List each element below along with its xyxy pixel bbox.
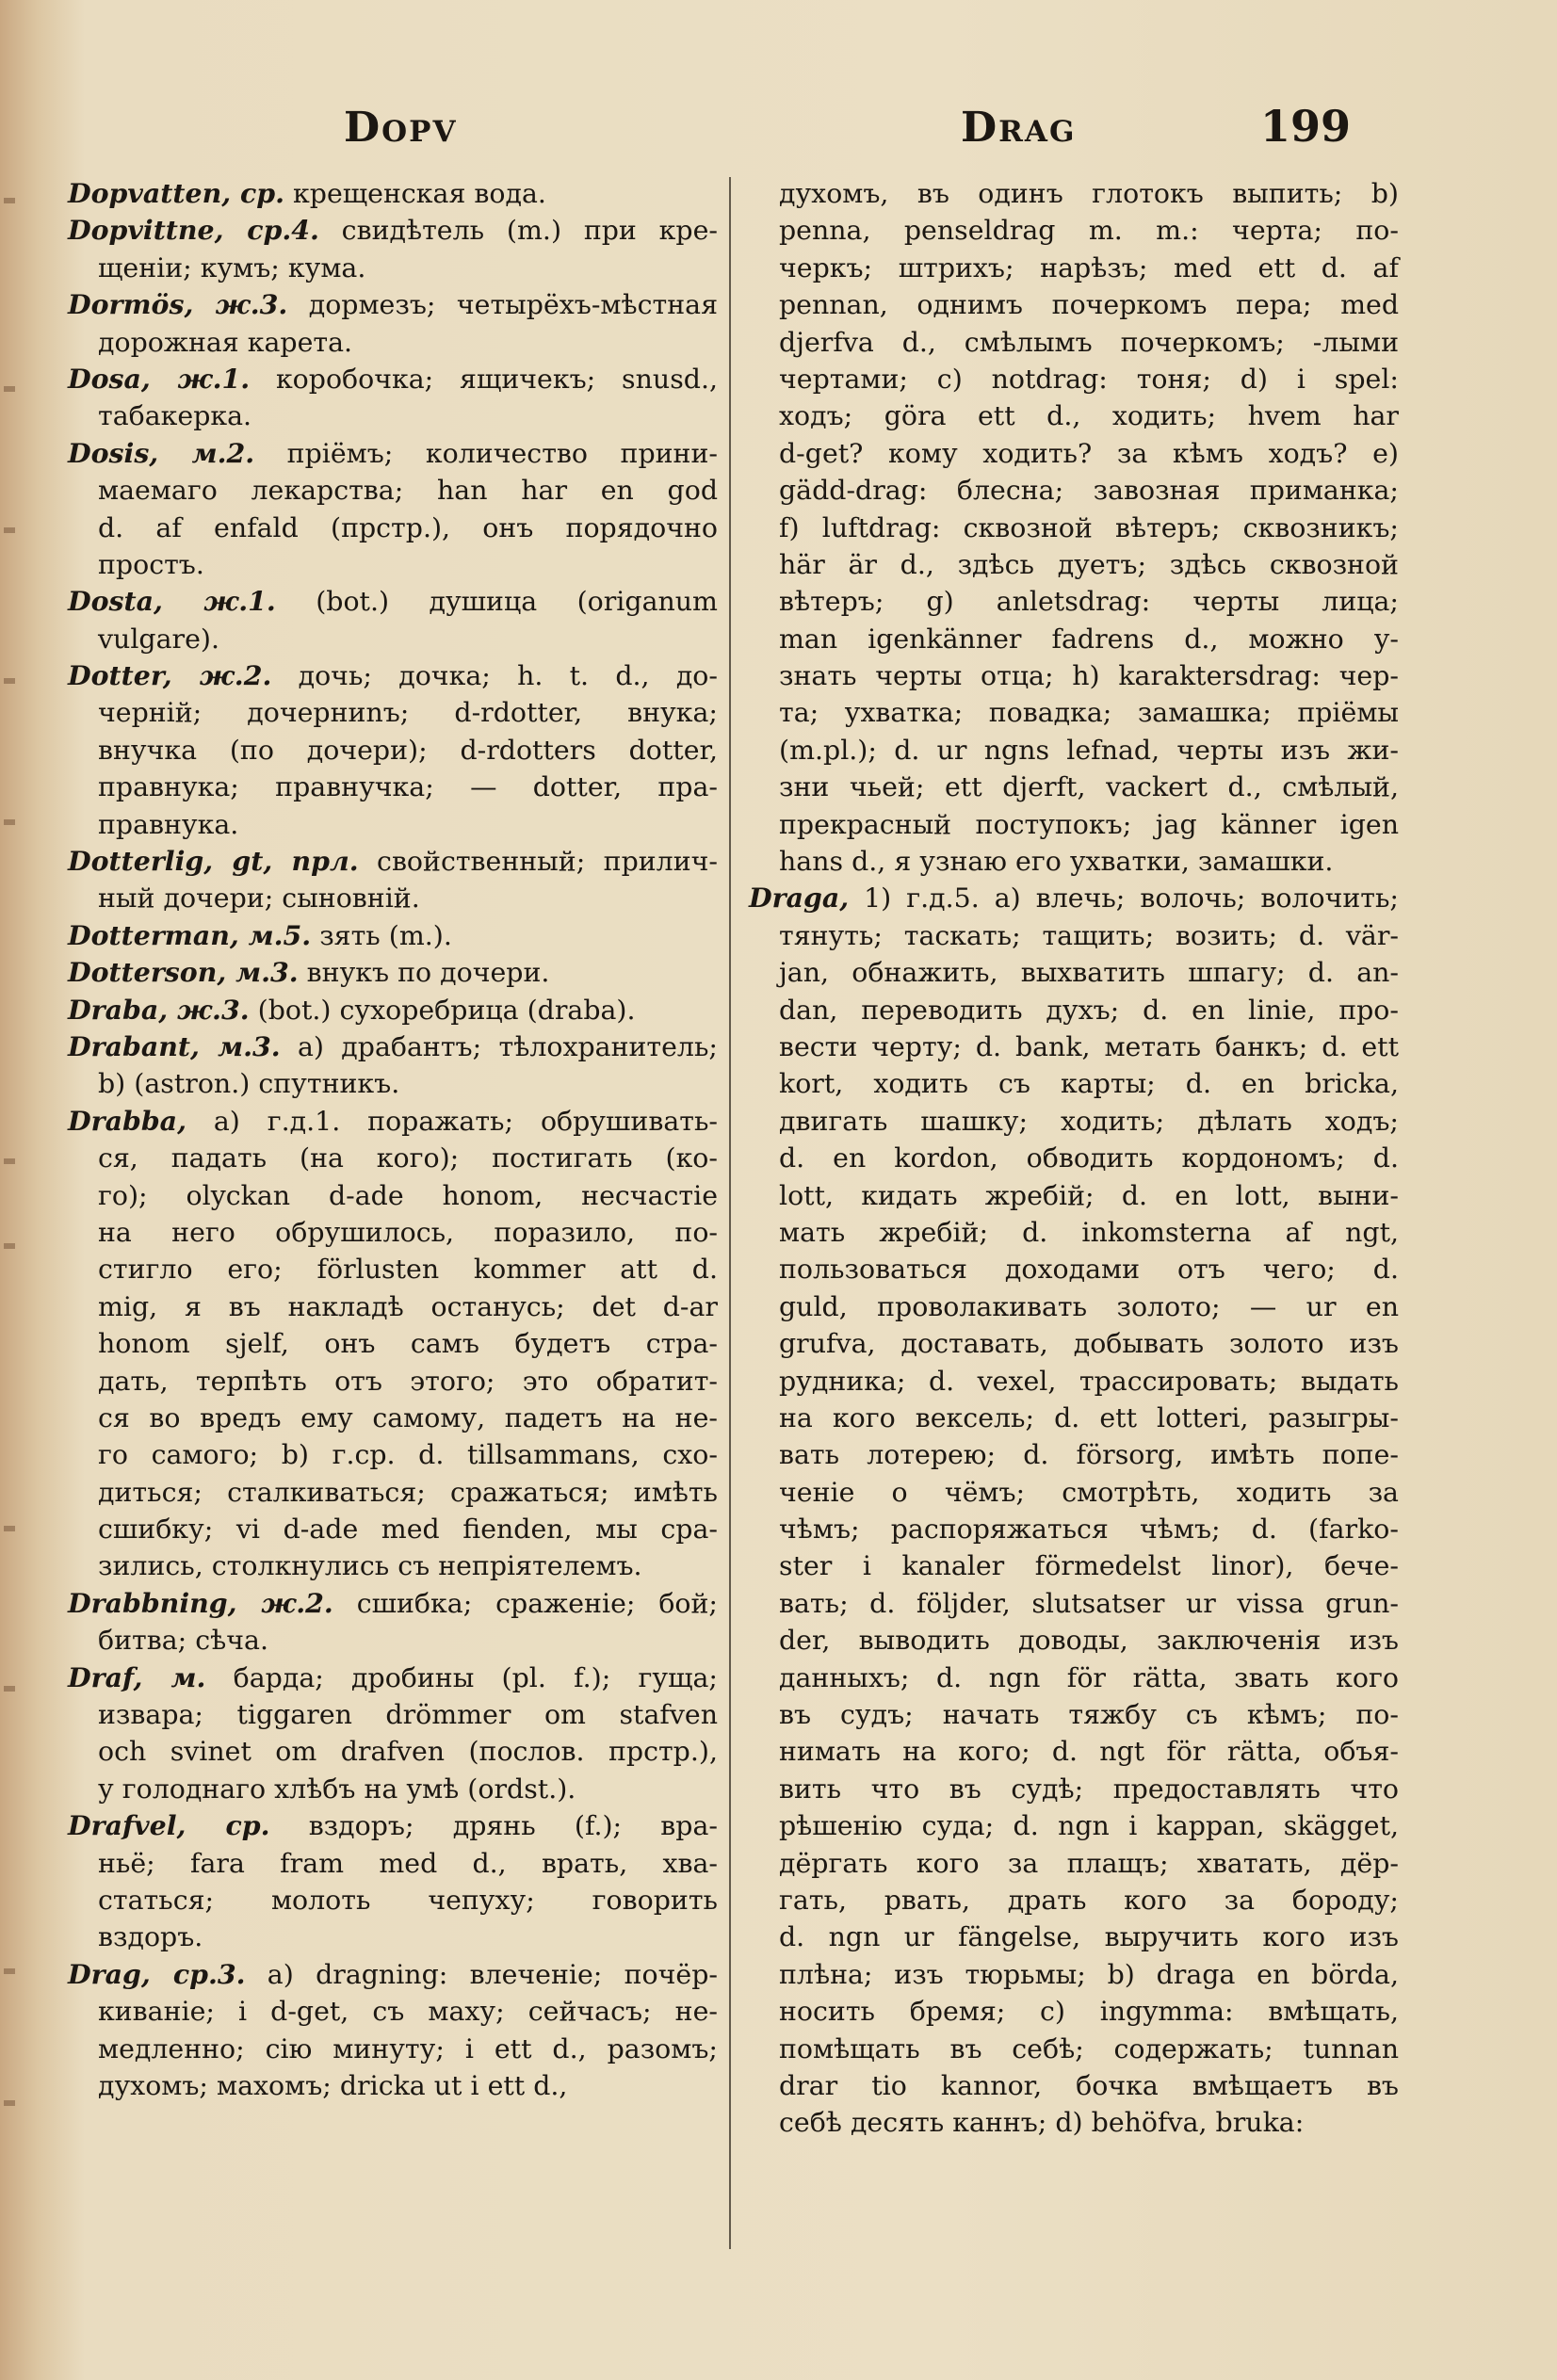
definition-text: тянуть; таскать; тащить; возить; d. vär- (779, 919, 1399, 951)
definition-text: mig, я въ накладѣ останусь; det d-ar (98, 1290, 718, 1322)
headword: Drag, ср.3. (68, 1957, 246, 1990)
definition-text: kort, ходить съ карты; d. en bricka, (779, 1068, 1399, 1100)
definition-text: го); olyckan d-ade honom, несчастіе (98, 1179, 718, 1211)
entry-line (68, 770, 718, 807)
headword: Dotterlig, gt, прл. (68, 845, 359, 878)
definition-text: го самого; b) г.ср. d. tillsammans, схо- (98, 1439, 718, 1471)
right-column (749, 177, 1399, 2144)
entry-line (68, 956, 718, 993)
definition-text: b) (astron.) спутникъ. (98, 1068, 400, 1100)
column-divider (729, 177, 731, 2249)
definition-text: двигать шашку; ходить; дѣлать ходъ; (779, 1105, 1399, 1137)
entry-line (749, 288, 1399, 325)
definition-text: киваніе; i d-get, съ маху; сейчасъ; не- (98, 1996, 718, 2028)
entry-line (68, 1179, 718, 1216)
definition-text: коробочка; ящичекъ; snusd., (250, 363, 718, 395)
definition-text: вать; d. följder, slutsatser ur vissa grun- (779, 1587, 1399, 1619)
entry-line (68, 2069, 718, 2106)
entry-line (749, 2069, 1399, 2106)
definition-text: (bot.) душица (origanum (275, 586, 718, 618)
entry-line (749, 994, 1399, 1030)
definition-text: сшибку; vi d-ade med fienden, мы сра- (98, 1514, 718, 1546)
entry-line (749, 511, 1399, 548)
entry-line (68, 1735, 718, 1772)
definition-text: дать, терпѣть отъ этого; это обратит- (98, 1365, 718, 1397)
definition-text: на кого вексель; d. ett lotteri, разыгры- (779, 1401, 1399, 1433)
entry-line (749, 326, 1399, 363)
entry-line (68, 1847, 718, 1884)
headword: Drabant, м.3. (68, 1029, 281, 1062)
entry-line (68, 1587, 718, 1624)
entry-line (68, 177, 718, 214)
definition-text: маемаго лекарства; han har en god (98, 475, 718, 507)
definition-text: lott, кидать жребій; d. en lott, выни- (779, 1179, 1399, 1211)
entry-line (68, 845, 718, 882)
definition-text: der, выводить доводы, заключенія изъ (779, 1625, 1399, 1657)
entry-line (749, 1401, 1399, 1438)
definition-text: а) драбантъ; тѣлохранитель; (280, 1030, 718, 1062)
definition-text: dan, переводить духъ; d. en linie, про- (779, 994, 1399, 1026)
definition-text: här är d., здѣсь дуетъ; здѣсь сквозной (779, 548, 1399, 580)
entry-line (68, 399, 718, 436)
entry-line (68, 214, 718, 251)
entry-line (68, 1549, 718, 1586)
definition-text: дочь; дочка; h. t. d., до- (271, 660, 718, 692)
definition-text: прекрасный поступокъ; jag känner igen (779, 808, 1399, 840)
definition-text: дормезъ; четырёхъ-мѣстная (287, 289, 718, 321)
entry-line (749, 1587, 1399, 1624)
page-number: 199 (1260, 101, 1352, 152)
definition-text: помѣщать въ себѣ; содержать; tunnan (779, 2032, 1399, 2064)
entry-line (749, 623, 1399, 659)
definition-text: щеніи; кумъ; кума. (98, 251, 366, 283)
entry-line (749, 1365, 1399, 1401)
definition-text: чѣмъ; распоряжаться чѣмъ; d. (farko- (779, 1514, 1399, 1546)
definition-text: guld, проволакивать золото; — ur en (779, 1290, 1399, 1322)
headword: Drabba, (68, 1104, 187, 1137)
definition-text: hans d., я узнаю его ухватки, замашки. (779, 846, 1334, 878)
entry-line (749, 696, 1399, 733)
headword: Dotter, ж.2. (68, 659, 272, 692)
entry-line (749, 1661, 1399, 1698)
headword: Dormös, ж.3. (68, 288, 288, 321)
entry-line (749, 399, 1399, 436)
entry-line (749, 1253, 1399, 1289)
definition-text: jan, обнажить, выхватить шпагу; d. an- (779, 957, 1399, 989)
entry-line (68, 1290, 718, 1327)
entry-line (749, 1438, 1399, 1475)
running-header-right: Drag (961, 104, 1077, 152)
definition-text: зни чьей; ett djerft, vackert d., смѣлый, (779, 771, 1399, 803)
entry-line (68, 2032, 718, 2069)
definition-text: себѣ десять каннъ; d) behöfva, bruka: (779, 2107, 1305, 2139)
definition-text: стигло его; förlusten kommer att d. (98, 1254, 718, 1286)
entry-line (68, 437, 718, 474)
entry-line (749, 770, 1399, 807)
entry-line (749, 808, 1399, 845)
entry-line (749, 882, 1399, 918)
headword: Dotterson, м.3. (68, 956, 299, 989)
definition-text: медленно; сію минуту; i ett d., разомъ; (98, 2032, 718, 2064)
entry-line (68, 511, 718, 548)
entry-line (749, 734, 1399, 770)
entry-line (68, 1401, 718, 1438)
definition-text: внукъ по дочери. (298, 957, 550, 989)
definition-text: ный дочери; сыновній. (98, 882, 420, 915)
definition-text: сшибка; сраженіе; бой; (332, 1587, 718, 1619)
entry-line (68, 1105, 718, 1141)
headword: Dopvatten, ср. (68, 177, 285, 209)
definition-text: вести черту; d. bank, метать банкъ; d. ett (779, 1030, 1399, 1062)
entry-line (68, 1476, 718, 1513)
entry-line (68, 326, 718, 363)
definition-text: f) luftdrag: сквозной вѣтеръ; сквозникъ; (779, 511, 1399, 543)
entry-line (68, 1958, 718, 1995)
definition-text: djerfva d., смѣлымъ почеркомъ; -лыми (779, 326, 1399, 358)
entry-line (68, 363, 718, 399)
headword: Dosis, м.2. (68, 436, 255, 469)
definition-text: у голоднаго хлѣбъ на умѣ (ordst.). (98, 1773, 576, 1805)
entry-line (68, 994, 718, 1030)
entry-line (749, 548, 1399, 585)
definition-text: знать черты отца; h) karaktersdrag: чер- (779, 660, 1399, 692)
definition-text: (bot.) сухоребрица (draba). (249, 994, 636, 1026)
entry-line (749, 1847, 1399, 1884)
entry-line (68, 1067, 718, 1104)
entry-line (749, 1920, 1399, 1957)
definition-text: d-get? кому ходить? за кѣмъ ходъ? e) (779, 437, 1399, 469)
definition-text: въ судъ; начать тяжбу съ кѣмъ; по- (779, 1699, 1399, 1731)
definition-text: ster i kanaler förmedelst linor), бече- (779, 1550, 1399, 1582)
definition-text: черній; дочерниnъ; d-rdotter, внука; (98, 697, 718, 729)
entry-line (68, 474, 718, 510)
entry-line (68, 659, 718, 696)
definition-text: простъ. (98, 548, 204, 580)
headword: Draf, м. (68, 1660, 206, 1693)
definition-text: чертами; с) notdrag: тоня; d) i spel: (779, 363, 1399, 395)
entry-line (749, 474, 1399, 510)
definition-text: крещенская вода. (284, 178, 546, 209)
definition-text: плѣна; изъ тюрьмы; b) draga en börda, (779, 1958, 1399, 1990)
entry-line (68, 1698, 718, 1735)
entry-line (749, 1476, 1399, 1513)
headword: Dosta, ж.1. (68, 585, 276, 618)
definition-text: носить бремя; с) ingymma: вмѣщать, (779, 1996, 1399, 2028)
entry-line (749, 1735, 1399, 1772)
entry-line (68, 1920, 718, 1957)
entry-line (68, 1365, 718, 1401)
entry-line (749, 1030, 1399, 1067)
entry-line (749, 214, 1399, 251)
headword: Dosa, ж.1. (68, 362, 251, 395)
definition-text: черкъ; штрихъ; нарѣзъ; med ett d. af (779, 251, 1399, 283)
definition-text: зились, столкнулись съ непріятелемъ. (98, 1550, 642, 1582)
entry-line (749, 659, 1399, 696)
entry-line (68, 1661, 718, 1698)
definition-text: духомъ, въ одинъ глотокъ выпить; b) (779, 178, 1399, 209)
entry-line (68, 696, 718, 733)
entry-line (68, 1995, 718, 2032)
definition-text: man igenkänner fadrens d., можно у- (779, 623, 1399, 655)
headword: Draba, ж.3. (68, 993, 250, 1026)
entry-line (68, 1809, 718, 1846)
definition-text: духомъ; махомъ; dricka ut i ett d., (98, 2069, 568, 2101)
entry-line (749, 1995, 1399, 2032)
entry-line (749, 1513, 1399, 1549)
definition-text: нимать на кого; d. ngt för rätta, объя- (779, 1736, 1399, 1768)
left-column (68, 177, 718, 2106)
entry-line (68, 919, 718, 956)
entry-line (749, 1884, 1399, 1920)
headword: Dopvittne, ср.4. (68, 214, 319, 247)
entry-line (68, 1141, 718, 1178)
definition-text: диться; сталкиваться; сражаться; имѣть (98, 1476, 718, 1508)
definition-text: вать лотерею; d. försorg, имѣть попе- (779, 1439, 1399, 1471)
definition-text: правнука; правнучка; — dotter, пра- (98, 771, 718, 803)
entry-line (749, 956, 1399, 993)
entry-line (749, 1141, 1399, 1178)
definition-text: вздоръ; дрянь (f.); вра- (269, 1810, 718, 1842)
entry-line (68, 548, 718, 585)
definition-text: мать жребій; d. inkomsterna af ngt, (779, 1216, 1399, 1248)
definition-text: pennan, однимъ почеркомъ пера; med (779, 289, 1399, 321)
definition-text: правнука. (98, 808, 239, 840)
definition-text: извара; tiggaren drömmer om stafven (98, 1699, 718, 1731)
definition-text: d. en kordon, обводить кордономъ; d. (779, 1142, 1399, 1174)
entry-line (749, 1698, 1399, 1735)
definition-text: gädd-drag: блесна; завозная приманка; (779, 475, 1399, 507)
definition-text: табакерка. (98, 400, 252, 432)
definition-text: och svinet om drafven (послов. прстр.), (98, 1736, 718, 1768)
definition-text: свидѣтель (m.) при кре- (318, 215, 718, 247)
entry-line (749, 1290, 1399, 1327)
definition-text: 1) г.д.5. а) влечь; волочь; волочить; (849, 882, 1399, 915)
definition-text: гать, рвать, драть кого за бороду; (779, 1884, 1399, 1916)
definition-text: пользоваться доходами отъ чего; d. (779, 1254, 1399, 1286)
entry-line (68, 1773, 718, 1809)
definition-text: барда; дробины (pl. f.); гуща; (205, 1661, 718, 1693)
entry-line (749, 363, 1399, 399)
entry-line (68, 1624, 718, 1660)
definition-text: vulgare). (98, 623, 219, 655)
definition-text: ся во вредъ ему самому, падетъ на не- (98, 1401, 718, 1433)
running-header-left: Dopv (344, 104, 458, 152)
entry-line (749, 1179, 1399, 1216)
definition-text: ходъ; göra ett d., ходить; hvem har (779, 400, 1399, 432)
definition-text: d. af enfald (прстр.), онъ порядочно (98, 511, 718, 543)
definition-text: а) г.д.1. поражать; обрушивать- (186, 1105, 718, 1137)
definition-text: битва; сѣча. (98, 1625, 268, 1657)
entry-line (749, 1773, 1399, 1809)
entry-line (68, 288, 718, 325)
entry-line (68, 882, 718, 918)
definition-text: (m.pl.); d. ur ngns lefnad, черты изъ жи- (779, 734, 1399, 766)
entry-line (68, 1253, 718, 1289)
definition-text: grufva, доставать, добывать золото изъ (779, 1328, 1399, 1360)
entry-line (749, 585, 1399, 622)
entry-line (749, 2106, 1399, 2143)
entry-line (749, 845, 1399, 882)
definition-text: зять (m.). (311, 919, 452, 951)
definition-text: данныхъ; d. ngn för rätta, звать кого (779, 1661, 1399, 1693)
definition-text: рудника; d. vexel, трассировать; выдать (779, 1365, 1399, 1397)
entry-line (68, 808, 718, 845)
entry-line (749, 1216, 1399, 1253)
entry-line (749, 1958, 1399, 1995)
entry-line (749, 1624, 1399, 1660)
definition-text: та; ухватка; повадка; замашка; пріёмы (779, 697, 1399, 729)
definition-text: статься; молоть чепуху; говорить (98, 1884, 718, 1916)
entry-line (68, 1030, 718, 1067)
definition-text: ньё; fara fram med d., врать, хва- (98, 1847, 718, 1879)
definition-text: d. ngn ur fängelse, выручить кого изъ (779, 1921, 1399, 1953)
definition-text: ченіе о чёмъ; смотрѣть, ходить за (779, 1476, 1399, 1508)
entry-line (749, 1105, 1399, 1141)
entry-line (68, 1884, 718, 1920)
headword: Drafvel, ср. (68, 1809, 270, 1842)
entry-line (68, 1216, 718, 1253)
entry-line (749, 919, 1399, 956)
entry-line (68, 734, 718, 770)
entry-line (68, 1438, 718, 1475)
definition-text: ся, падать (на кого); постигать (ко- (98, 1142, 718, 1174)
entry-line (749, 177, 1399, 214)
entry-line (749, 1327, 1399, 1364)
definition-text: drar tio kannor, бочка вмѣщаетъ въ (779, 2069, 1399, 2101)
definition-text: дорожная карета. (98, 326, 353, 358)
margin-marks (0, 0, 26, 2380)
definition-text: вздоръ. (98, 1921, 203, 1953)
entry-line (749, 1549, 1399, 1586)
definition-text: honom sjelf, онъ самъ будетъ стра- (98, 1328, 718, 1360)
definition-text: внучка (по дочери); d-rdotters dotter, (98, 734, 718, 766)
entry-line (749, 1067, 1399, 1104)
definition-text: рѣшенію суда; d. ngn i kappan, skägget, (779, 1810, 1399, 1842)
definition-text: пріёмъ; количество прини- (254, 437, 718, 469)
definition-text: penna, penseldrag m. m.: черта; по- (779, 215, 1399, 247)
entry-line (749, 1809, 1399, 1846)
entry-line (68, 1513, 718, 1549)
definition-text: вить что въ судѣ; предоставлять что (779, 1773, 1399, 1805)
entry-line (749, 437, 1399, 474)
definition-text: на него обрушилось, поразило, по- (98, 1216, 718, 1248)
headword: Drabbning, ж.2. (68, 1586, 333, 1619)
entry-line (749, 251, 1399, 288)
entry-line (68, 585, 718, 622)
definition-text: свойственный; прилич- (358, 846, 718, 878)
entry-line (68, 251, 718, 288)
entry-line (68, 623, 718, 659)
definition-text: вѣтеръ; g) anletsdrag: черты лица; (779, 586, 1399, 618)
headword: Dotterman, м.5. (68, 918, 312, 951)
entry-line (68, 1327, 718, 1364)
entry-line (749, 2032, 1399, 2069)
headword: Draga, (749, 882, 850, 915)
definition-text: дёргать кого за плащъ; хватать, дёр- (779, 1847, 1399, 1879)
definition-text: а) dragning: влеченіе; почёр- (245, 1958, 718, 1990)
